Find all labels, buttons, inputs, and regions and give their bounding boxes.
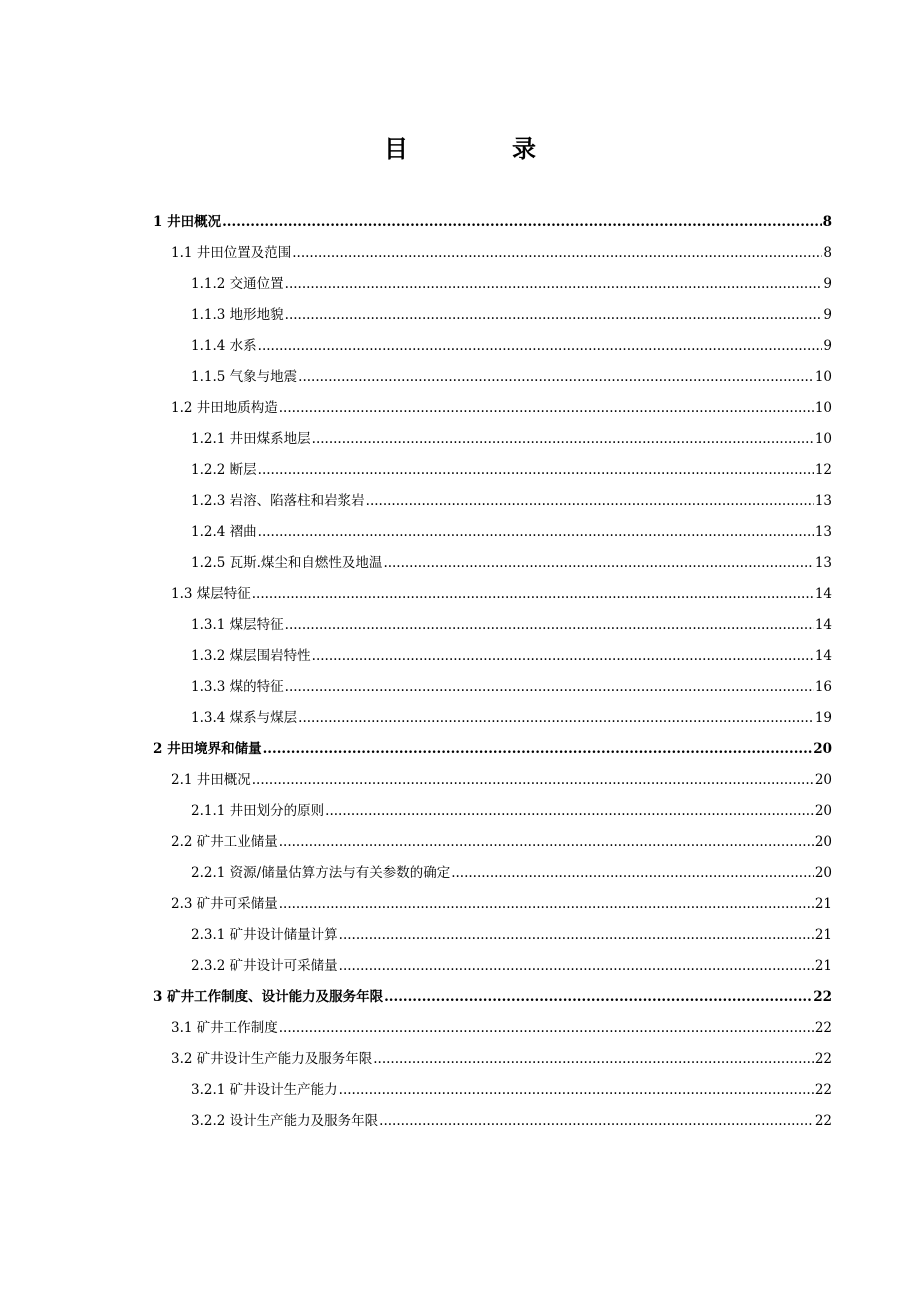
toc-entry[interactable] [191,268,832,299]
toc-entry[interactable] [191,671,832,702]
toc-entry[interactable] [191,361,832,392]
toc-entry-label: 2.3.1 矿井设计储量计算 [191,927,338,943]
toc-entry-label: 3 矿井工作制度、设计能力及服务年限 [153,989,384,1005]
toc-entry-label: 1 井田概况 [153,214,222,230]
toc-dot-leader [292,244,822,262]
toc-entry-page: 8 [823,245,832,261]
toc-entry[interactable] [171,237,832,268]
toc-entry-label: 1.3.3 煤的特征 [191,679,284,695]
toc-entry[interactable] [191,454,832,485]
toc-entry-page: 20 [813,741,832,757]
toc-entry-page: 13 [814,524,832,540]
toc-entry-label: 1.2.4 褶曲 [191,524,257,540]
toc-dot-leader [258,461,814,479]
toc-dot-leader [379,1112,814,1130]
toc-dot-leader [325,802,814,820]
toc-entry-page: 10 [814,400,832,416]
toc-dot-leader [451,864,814,882]
toc-entry-page: 22 [814,1113,832,1129]
toc-entry[interactable] [171,1043,832,1074]
toc-entry-label: 1.2.1 井田煤系地层 [191,431,311,447]
toc-dot-leader [258,337,823,355]
toc-entry-label: 1.1.3 地形地貌 [191,307,284,323]
toc-entry[interactable] [171,826,832,857]
toc-entry-label: 2.1.1 井田划分的原则 [191,803,325,819]
toc-entry-label: 1.1.2 交通位置 [191,276,284,292]
toc-dot-leader [298,368,814,386]
toc-entry[interactable] [171,764,832,795]
toc-entry-page: 14 [814,617,832,633]
toc-entry-label: 2.3.2 矿井设计可采储量 [191,958,338,974]
toc-entry-label: 2.2 矿井工业储量 [171,834,278,850]
toc-entry[interactable] [171,578,832,609]
toc-dot-leader [279,399,814,417]
toc-dot-leader [285,275,823,293]
toc-entry-page: 8 [822,214,832,230]
toc-entry[interactable] [153,733,832,764]
toc-dot-leader [366,492,814,510]
toc-entry-page: 14 [814,586,832,602]
toc-entry-label: 3.2 矿井设计生产能力及服务年限 [171,1051,373,1067]
toc-dot-leader [279,833,814,851]
toc-entry-label: 1.3 煤层特征 [171,586,251,602]
toc-entry-page: 9 [823,338,832,354]
toc-entry-page: 10 [814,369,832,385]
toc-entry-label: 1.3.2 煤层围岩特性 [191,648,311,664]
toc-entry[interactable] [191,516,832,547]
toc-dot-leader [384,988,812,1006]
toc-dot-leader [279,895,814,913]
toc-entry-label: 1.3.1 煤层特征 [191,617,284,633]
toc-entry[interactable] [191,423,832,454]
toc-entry-page: 20 [814,803,832,819]
toc-entry[interactable] [171,1012,832,1043]
toc-entry[interactable] [191,547,832,578]
table-of-contents [0,206,920,1136]
toc-entry[interactable] [191,485,832,516]
toc-entry[interactable] [191,1105,832,1136]
toc-entry-page: 9 [823,276,832,292]
toc-entry-page: 20 [814,865,832,881]
toc-entry-page: 22 [814,1051,832,1067]
toc-entry[interactable] [191,702,832,733]
toc-entry-page: 22 [814,1020,832,1036]
toc-dot-leader [312,647,814,665]
toc-entry-label: 2 井田境界和储量 [153,741,262,757]
toc-entry-page: 20 [814,772,832,788]
toc-dot-leader [373,1050,814,1068]
toc-entry-page: 20 [814,834,832,850]
toc-entry-page: 21 [814,958,832,974]
toc-entry-label: 1.2.5 瓦斯.煤尘和自燃性及地温 [191,555,383,571]
toc-dot-leader [252,771,814,789]
toc-entry[interactable] [171,392,832,423]
toc-entry-label: 1.1.5 气象与地震 [191,369,298,385]
toc-entry[interactable] [153,981,832,1012]
toc-entry-label: 1.2 井田地质构造 [171,400,278,416]
toc-entry-page: 13 [814,493,832,509]
toc-entry[interactable] [191,857,832,888]
toc-entry-page: 13 [814,555,832,571]
toc-entry[interactable] [191,299,832,330]
toc-entry-label: 1.1.4 水系 [191,338,257,354]
toc-entry-page: 10 [814,431,832,447]
toc-entry-page: 21 [814,896,832,912]
toc-entry[interactable] [191,1074,832,1105]
toc-dot-leader [263,740,813,758]
toc-dot-leader [339,957,814,975]
toc-dot-leader [222,213,822,231]
toc-entry-page: 12 [814,462,832,478]
toc-dot-leader [252,585,814,603]
toc-dot-leader [312,430,814,448]
toc-dot-leader [383,554,813,572]
toc-dot-leader [285,616,814,634]
toc-entry-page: 9 [823,307,832,323]
toc-entry[interactable] [191,640,832,671]
toc-entry-label: 2.1 井田概况 [171,772,251,788]
toc-entry[interactable] [191,919,832,950]
toc-entry[interactable] [191,795,832,826]
toc-entry[interactable] [171,888,832,919]
toc-entry-label: 3.2.1 矿井设计生产能力 [191,1082,338,1098]
toc-entry-label: 1.2.2 断层 [191,462,257,478]
toc-entry-page: 14 [814,648,832,664]
toc-entry-label: 3.1 矿井工作制度 [171,1020,278,1036]
toc-entry-label: 1.2.3 岩溶、陷落柱和岩浆岩 [191,493,365,509]
toc-entry-label: 2.2.1 资源/储量估算方法与有关参数的确定 [191,865,451,881]
toc-entry-label: 3.2.2 设计生产能力及服务年限 [191,1113,379,1129]
toc-entry-page: 16 [814,679,832,695]
toc-entry-page: 22 [814,1082,832,1098]
toc-entry[interactable] [153,206,832,237]
toc-dot-leader [258,523,814,541]
toc-entry[interactable] [191,609,832,640]
page-title: 目 录 [384,134,576,163]
toc-entry-page: 22 [813,989,832,1005]
toc-entry-label: 2.3 矿井可采储量 [171,896,278,912]
toc-dot-leader [339,926,814,944]
toc-entry-page: 19 [814,710,832,726]
toc-entry-page: 21 [814,927,832,943]
toc-dot-leader [298,709,814,727]
toc-entry[interactable] [191,330,832,361]
toc-dot-leader [285,678,814,696]
toc-entry[interactable] [191,950,832,981]
toc-dot-leader [339,1081,814,1099]
toc-dot-leader [279,1019,814,1037]
toc-entry-label: 1.1 井田位置及范围 [171,245,292,261]
toc-dot-leader [285,306,823,324]
toc-entry-label: 1.3.4 煤系与煤层 [191,710,298,726]
